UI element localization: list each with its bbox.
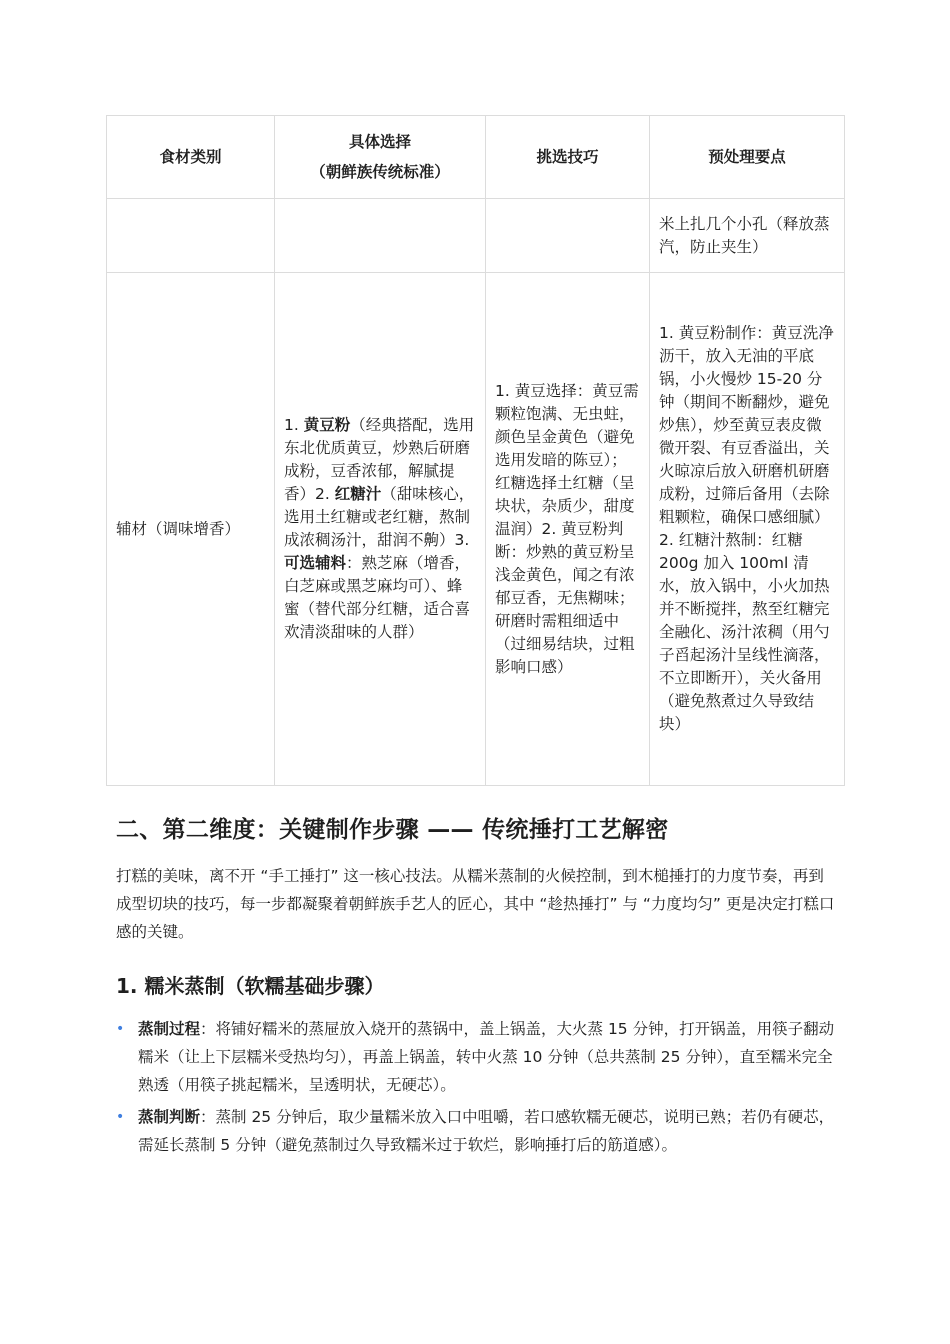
- header-category: 食材类别: [107, 116, 275, 199]
- cell-tips: [486, 199, 650, 273]
- section-title: 二、第二维度：关键制作步骤 —— 传统捶打工艺解密: [116, 817, 669, 843]
- step-label: 蒸制判断: [138, 1108, 201, 1126]
- subsection-title: 1. 糯米蒸制（软糯基础步骤）: [116, 974, 385, 998]
- selection-item-text: （甜味核心，选用土红糖或老红糖，熬制成浓稠汤汁，甜润不齁）3.: [284, 485, 475, 549]
- cell-category: [107, 199, 275, 273]
- cell-selection: [275, 199, 486, 273]
- cell-category: 辅材（调味增香）: [107, 273, 275, 786]
- header-selection-line1: 具体选择: [348, 133, 411, 151]
- header-prep: 预处理要点: [650, 116, 845, 199]
- steps-list: [116, 1015, 838, 1163]
- selection-item-brown-sugar-syrup: 红糖汁: [334, 485, 382, 503]
- selection-item-soybean-powder: 黄豆粉: [303, 416, 351, 434]
- section-intro: 打糕的美味，离不开 “手工捶打” 这一核心技法。从糯米蒸制的火候控制，到木槌捶打的力度节奏，再到成型切块的技巧，每一步都凝聚着朝鲜族手艺人的匠心，其中 “趁热捶打” 与 “力度均匀” 更是决定打糕口感的关键。: [116, 867, 835, 941]
- cell-selection: [275, 273, 486, 786]
- step-text: ：蒸制 25 分钟后，取少量糯米放入口中咀嚼，若口感软糯无硬芯，说明已熟；若仍有硬芯，需延长蒸制 5 分钟（避免蒸制过久导致糯米过于软烂，影响捶打后的筋道感）。: [138, 1108, 835, 1154]
- selection-item-num: 1.: [284, 416, 304, 434]
- list-item: [116, 1103, 838, 1159]
- bullet-icon: •: [116, 1021, 125, 1037]
- selection-item-text: （经典搭配，选用东北优质黄豆，炒熟后研磨成粉，豆香浓郁，解腻提香）2.: [284, 416, 475, 503]
- cell-prep: 1. 黄豆粉制作：黄豆洗净沥干，放入无油的平底锅，小火慢炒 15-20 分钟（期间不断翻炒，避免炒焦），炒至黄豆表皮微微开裂、有豆香溢出，关火晾凉后放入研磨机研磨成粉，过筛后备用（去除粗颗粒，确保口感细腻）2. 红糖汁熬制：红糖 200g 加入 100ml 清水，放入锅中，小火加热并不断搅拌，熬至红糖完全融化、汤汁浓稠（用勺子舀起汤汁呈线性滴落，不立即断开），关火备用（避免熬煮过久导致结块）: [650, 273, 845, 786]
- step-label: 蒸制过程: [138, 1020, 201, 1038]
- header-selection-line2: （朝鲜族传统标准）: [310, 163, 450, 181]
- list-item: [116, 1015, 838, 1099]
- ingredients-table: [106, 115, 845, 786]
- cell-prep: 米上扎几个小孔（释放蒸汽，防止夹生）: [650, 199, 845, 273]
- header-tips: 挑选技巧: [486, 116, 650, 199]
- selection-item-text: ：熟芝麻（增香，白芝麻或黑芝麻均可）、蜂蜜（替代部分红糖，适合喜欢清淡甜味的人群）: [284, 554, 471, 641]
- table-row: [107, 199, 845, 273]
- step-text: ：将铺好糯米的蒸屉放入烧开的蒸锅中，盖上锅盖，大火蒸 15 分钟，打开锅盖，用筷子翻动糯米（让上下层糯米受热均匀），再盖上锅盖，转中火蒸 10 分钟（总共蒸制 25 分钟），直至糯米完全熟透（用筷子挑起糯米，呈透明状，无硬芯）。: [138, 1020, 835, 1094]
- table-header-row: [107, 116, 845, 199]
- bullet-icon: •: [116, 1109, 125, 1125]
- table-row: [107, 273, 845, 786]
- cell-tips: 1. 黄豆选择：黄豆需颗粒饱满、无虫蛀，颜色呈金黄色（避免选用发暗的陈豆）；红糖选择土红糖（呈块状，杂质少，甜度温润）2. 黄豆粉判断：炒熟的黄豆粉呈浅金黄色，闻之有浓郁豆香，无焦糊味；研磨时需粗细适中（过细易结块，过粗影响口感）: [486, 273, 650, 786]
- header-selection: [275, 116, 486, 199]
- selection-item-optional: 可选辅料: [284, 554, 347, 572]
